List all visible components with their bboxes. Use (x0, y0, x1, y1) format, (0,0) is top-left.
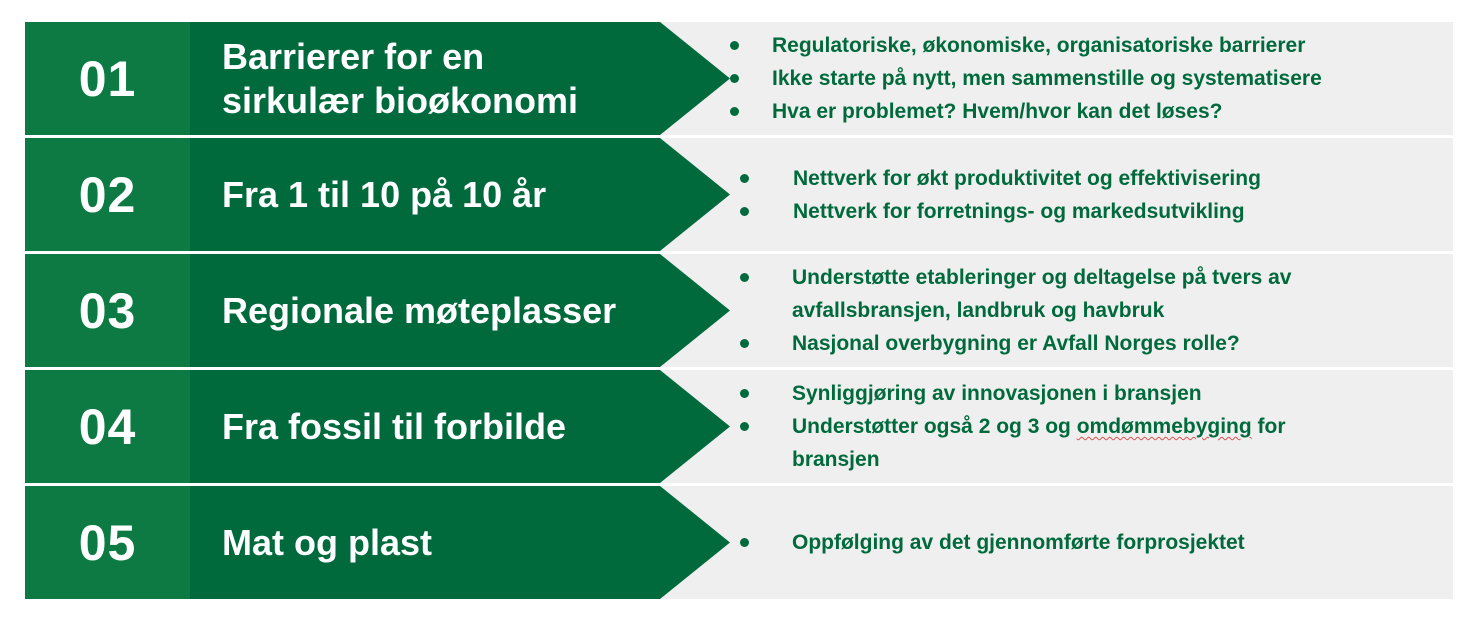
bullet-dot-icon (730, 107, 739, 116)
row-04 (25, 370, 1453, 483)
row-number: 03 (25, 254, 190, 367)
row-title: Fra 1 til 10 på 10 år (222, 173, 547, 215)
bullet-item: Regulatoriske, økonomiske, organisatoriske barrierer (730, 29, 1322, 62)
bullet-item: Hva er problemet? Hvem/hvor kan det løses? (730, 95, 1322, 128)
bullet-list (740, 138, 1261, 251)
bullet-dot-icon (740, 174, 749, 183)
row-number: 05 (25, 486, 190, 599)
spellcheck-underline: omdømmebyging (1076, 415, 1252, 438)
row-title: Barrierer for en sirkulær bioøkonomi (222, 35, 579, 121)
row-05 (25, 486, 1453, 599)
row-01 (25, 22, 1453, 135)
bullet-dot-icon (740, 273, 749, 282)
row-title: Regionale møteplasser (222, 289, 617, 331)
bullet-list (740, 254, 1292, 367)
bullet-dot-icon (740, 207, 749, 216)
row-02 (25, 138, 1453, 251)
bullet-item: Nettverk for forretnings- og markedsutvikling (740, 195, 1261, 228)
bullet-item: Nasjonal overbygning er Avfall Norges rolle? (740, 327, 1292, 360)
bullet-list (740, 486, 1245, 599)
bullet-dot-icon (740, 339, 749, 348)
bullet-item: Oppfølging av det gjennomførte forprosjektet (740, 526, 1245, 559)
bullet-dot-icon (740, 389, 749, 398)
bullet-item: Synliggjøring av innovasjonen i bransjen (740, 377, 1286, 410)
row-number: 02 (25, 138, 190, 251)
row-number: 01 (25, 22, 190, 135)
row-title: Mat og plast (222, 521, 433, 563)
bullet-dot-icon (730, 41, 739, 50)
row-number: 04 (25, 370, 190, 483)
bullet-item: Nettverk for økt produktivitet og effektivisering (740, 162, 1261, 195)
bullet-dot-icon (740, 538, 749, 547)
bullet-list (740, 370, 1286, 483)
bullet-item: Understøtte etableringer og deltagelse på tvers av avfallsbransjen, landbruk og havbruk (740, 261, 1292, 327)
row-03 (25, 254, 1453, 367)
row-title: Fra fossil til forbilde (222, 405, 567, 447)
bullet-dot-icon (730, 74, 739, 83)
bullet-dot-icon (740, 422, 749, 431)
bullet-item: Ikke starte på nytt, men sammenstille og systematisere (730, 62, 1322, 95)
bullet-item: Understøtter også 2 og 3 og omdømmebyging for bransjen (740, 410, 1286, 476)
bullet-list (730, 22, 1322, 135)
